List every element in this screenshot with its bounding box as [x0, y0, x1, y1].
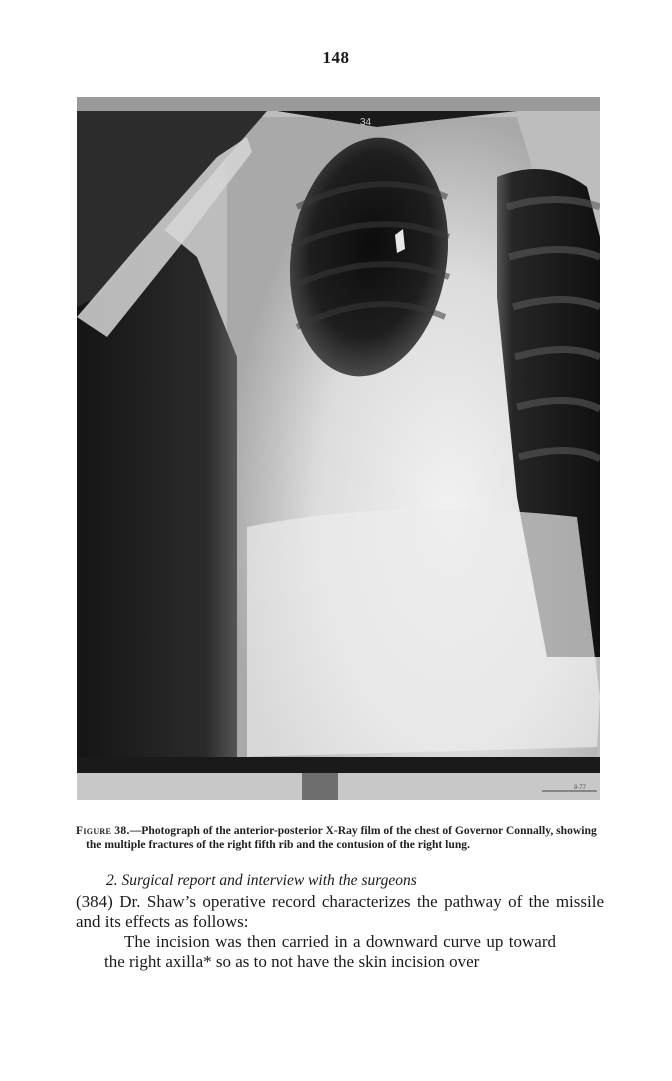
paragraph-number: (384) [76, 892, 113, 911]
figure-label: Figure 38. [76, 824, 130, 837]
body-paragraph [76, 892, 604, 932]
film-marker: 34 [360, 117, 372, 128]
section-heading: 2. Surgical report and interview with the surgeons [106, 872, 417, 889]
block-quote [104, 932, 556, 972]
quote-text: The incision was then carried in a downward curve up toward the right axilla* so as to not have the skin incision over [104, 932, 556, 971]
xray-photograph [77, 97, 600, 800]
page-number: 148 [322, 48, 350, 67]
figure-caption-text: —Photograph of the anterior-posterior X-Ray film of the chest of Governor Connally, showing the multiple fractures of the right fifth rib and the contusion of the right lung. [86, 824, 597, 851]
scale-mark: 8-77 [574, 785, 587, 791]
paragraph-text: Dr. Shaw’s operative record characterizes the pathway of the missile and its effects as follows: [76, 892, 605, 931]
figure-caption [76, 824, 614, 852]
